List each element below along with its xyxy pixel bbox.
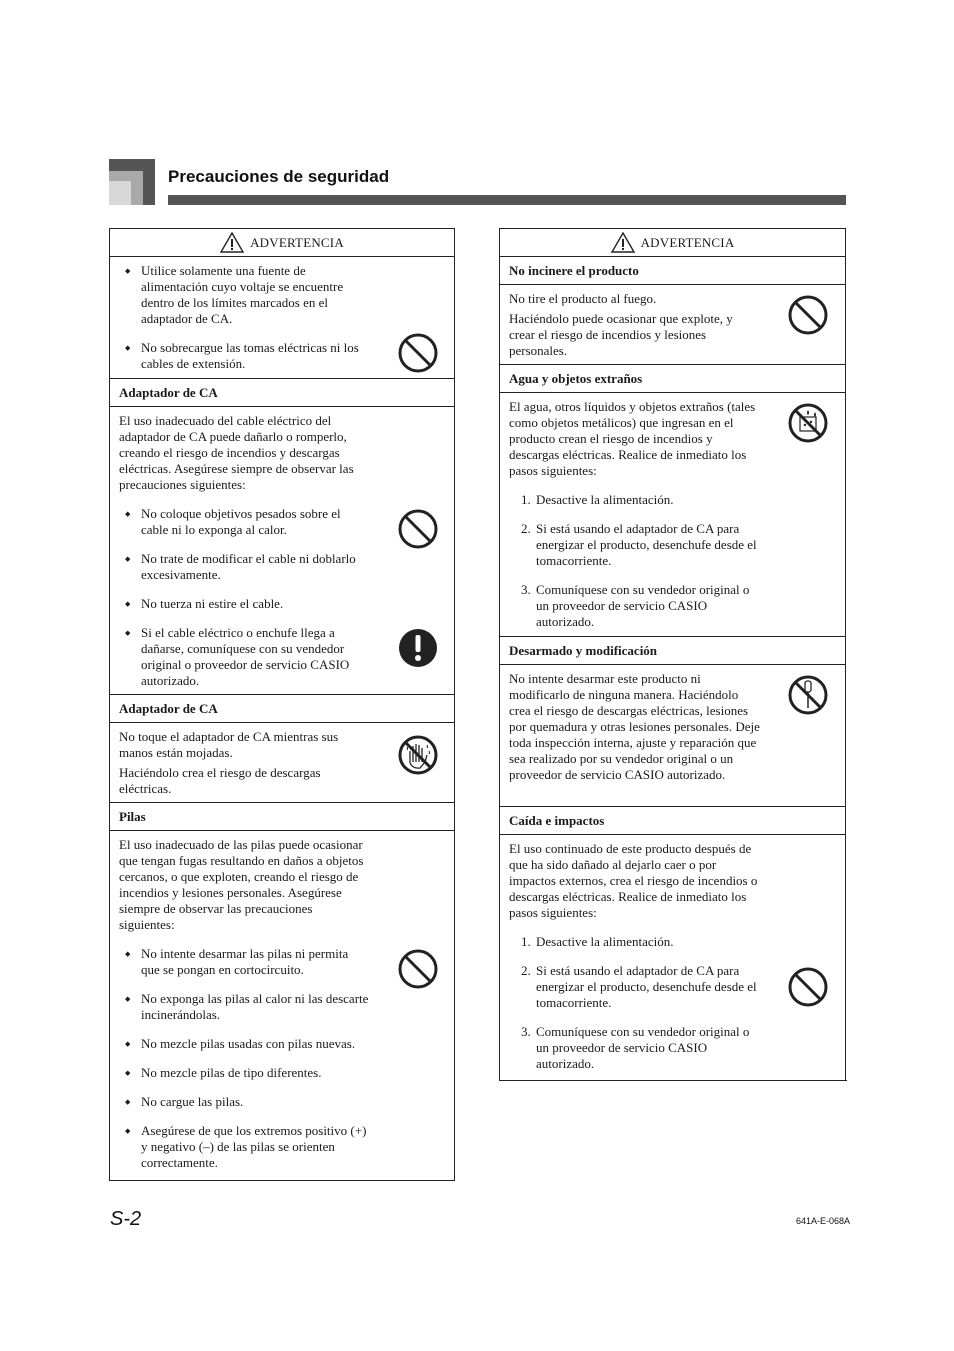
prohibited-icon [398, 949, 438, 989]
list-item: ◆ No coloque objetivos pesados sobre el cable ni lo exponga al calor. [119, 506, 370, 538]
batteries-bullets [119, 946, 370, 1171]
list-item: ◆ No sobrecargue las tomas eléctricas ni los cables de extensión. [119, 340, 370, 372]
list-item: ◆ Asegúrese de que los extremos positivo (+) y negativo (–) de las pilas se orienten correctamente. [119, 1123, 370, 1171]
step-number: 1. [521, 492, 531, 507]
section-marker-block [109, 159, 155, 205]
list-item: ◆ No intente desarmar las pilas ni permita que se pongan en cortocircuito. [119, 946, 370, 978]
list-item: ◆ Utilice solamente una fuente de alimentación cuyo voltaje se encuentre dentro de los límites marcados en el adaptador de CA. [119, 263, 370, 327]
step-text: Comuníquese con su vendedor original o un proveedor de servicio CASIO autorizado. [536, 1024, 750, 1071]
warning-triangle-icon [611, 232, 635, 253]
warning-triangle-icon [220, 232, 244, 253]
list-item: ◆ Si el cable eléctrico o enchufe llega a dañarse, comuníquese con su vendedor original o proveedor de servicio CASIO autorizado. [119, 625, 370, 689]
power-bullets [119, 263, 370, 372]
list-item: ◆ No mezcle pilas de tipo diferentes. [119, 1065, 370, 1081]
title-underline-bar [168, 195, 846, 205]
impact-section [500, 835, 845, 1078]
prohibited-icon [788, 967, 828, 1007]
wet-hands-line1: No toque el adaptador de CA mientras sus manos están mojadas. [119, 729, 339, 760]
step-text: Comuníquese con su vendedor original o un proveedor de servicio CASIO autorizado. [536, 582, 750, 629]
list-item: ◆ No cargue las pilas. [119, 1094, 370, 1110]
step-text: Si está usando el adaptador de CA para energizar el producto, desenchufe desde el tomacorriente. [536, 521, 757, 568]
adapter-intro: El uso inadecuado del cable eléctrico del adaptador de CA puede dañarlo o romperlo, creando el riesgo de incendios y descargas eléctricas. Asegúrese siempre de observar las precauciones siguientes: [119, 413, 354, 492]
step-number: 3. [521, 582, 531, 597]
list-item [509, 1024, 761, 1072]
disassembly-body: No intente desarmar este producto ni modificarlo de ninguna manera. Haciéndolo crea el riesgo de descargas eléctricas, lesiones por quemadura y otras lesiones personales. Deje toda inspección interna, ajuste y reparación que sea realizado por su vendedor original o un proveedor de servicio CASIO autorizado. [509, 671, 760, 782]
step-number: 1. [521, 934, 531, 949]
batteries-section [110, 831, 454, 1177]
step-text: Desactive la alimentación. [536, 492, 674, 507]
step-number: 3. [521, 1024, 531, 1039]
adapter-bullets [119, 506, 370, 689]
left-warning-panel [109, 228, 455, 1181]
incinerate-section [500, 285, 845, 365]
water-heading: Agua y objetos extraños [500, 365, 845, 393]
step-text: Desactive la alimentación. [536, 934, 674, 949]
list-item [509, 582, 761, 630]
prohibited-icon [398, 333, 438, 373]
list-item [509, 521, 761, 569]
prohibited-icon [398, 509, 438, 549]
document-code: 641A-E-068A [796, 1216, 851, 1226]
warning-label: ADVERTENCIA [250, 234, 344, 250]
adapter-heading: Adaptador de CA [110, 695, 454, 723]
water-section [500, 393, 845, 637]
list-item [509, 963, 761, 1011]
adapter-section [110, 407, 454, 695]
wet-hands-section [110, 723, 454, 803]
adapter-heading: Adaptador de CA [110, 379, 454, 407]
step-text: Si está usando el adaptador de CA para energizar el producto, desenchufe desde el tomacorriente. [536, 963, 757, 1010]
incinerate-line1: No tire el producto al fuego. [509, 291, 657, 306]
batteries-intro: El uso inadecuado de las pilas puede ocasionar que tengan fugas resultando en daños a objetos cercanos, o que exploten, creando el riesgo de incendios y lesiones personales. Asegúrese siempre de observar las precauciones siguientes: [119, 837, 364, 932]
page-title: Precauciones de seguridad [168, 167, 390, 186]
right-warning-panel [499, 228, 846, 1081]
list-item: ◆ No trate de modificar el cable ni doblarlo excesivamente. [119, 551, 370, 583]
water-steps [509, 492, 761, 630]
water-intro: El agua, otros líquidos y objetos extraños (tales como objetos metálicos) que ingresan en el producto crean el riesgo de incendios y descargas eléctricas. Realice de inmediato los pasos siguientes: [509, 399, 756, 478]
section-marker-inner-light [109, 181, 131, 205]
no-disassembly-icon [788, 675, 828, 715]
prohibited-icon [788, 295, 828, 335]
page-number: S-2 [110, 1208, 142, 1230]
impact-steps [509, 934, 761, 1072]
disassembly-heading: Desarmado y modificación [500, 637, 845, 665]
warning-label: ADVERTENCIA [640, 234, 735, 250]
warning-header [500, 229, 845, 257]
incinerate-heading: No incinere el producto [500, 257, 845, 285]
step-number: 2. [521, 521, 531, 536]
impact-heading: Caída e impactos [500, 807, 845, 835]
impact-intro: El uso continuado de este producto después de que ha sido dañado al dejarlo caer o por impactos externos, crea el riesgo de incendios o descargas eléctricas. Realice de inmediato los pasos siguientes: [509, 841, 758, 920]
no-wet-hands-icon [398, 735, 438, 775]
list-item: ◆ No tuerza ni estire el cable. [119, 596, 370, 612]
no-water-icon [788, 403, 828, 443]
incinerate-line2: Haciéndolo puede ocasionar que explote, y crear el riesgo de incendios y lesiones personales. [509, 311, 733, 358]
step-number: 2. [521, 963, 531, 978]
disassembly-section [500, 665, 845, 807]
list-item [509, 492, 761, 508]
power-supply-section [110, 257, 454, 379]
warning-header [110, 229, 454, 257]
wet-hands-line2: Haciéndolo crea el riesgo de descargas eléctricas. [119, 765, 321, 796]
list-item: ◆ No mezcle pilas usadas con pilas nuevas. [119, 1036, 370, 1052]
exclamation-icon [398, 628, 438, 668]
batteries-heading: Pilas [110, 803, 454, 831]
list-item [509, 934, 761, 950]
list-item: ◆ No exponga las pilas al calor ni las descarte incinerándolas. [119, 991, 370, 1023]
